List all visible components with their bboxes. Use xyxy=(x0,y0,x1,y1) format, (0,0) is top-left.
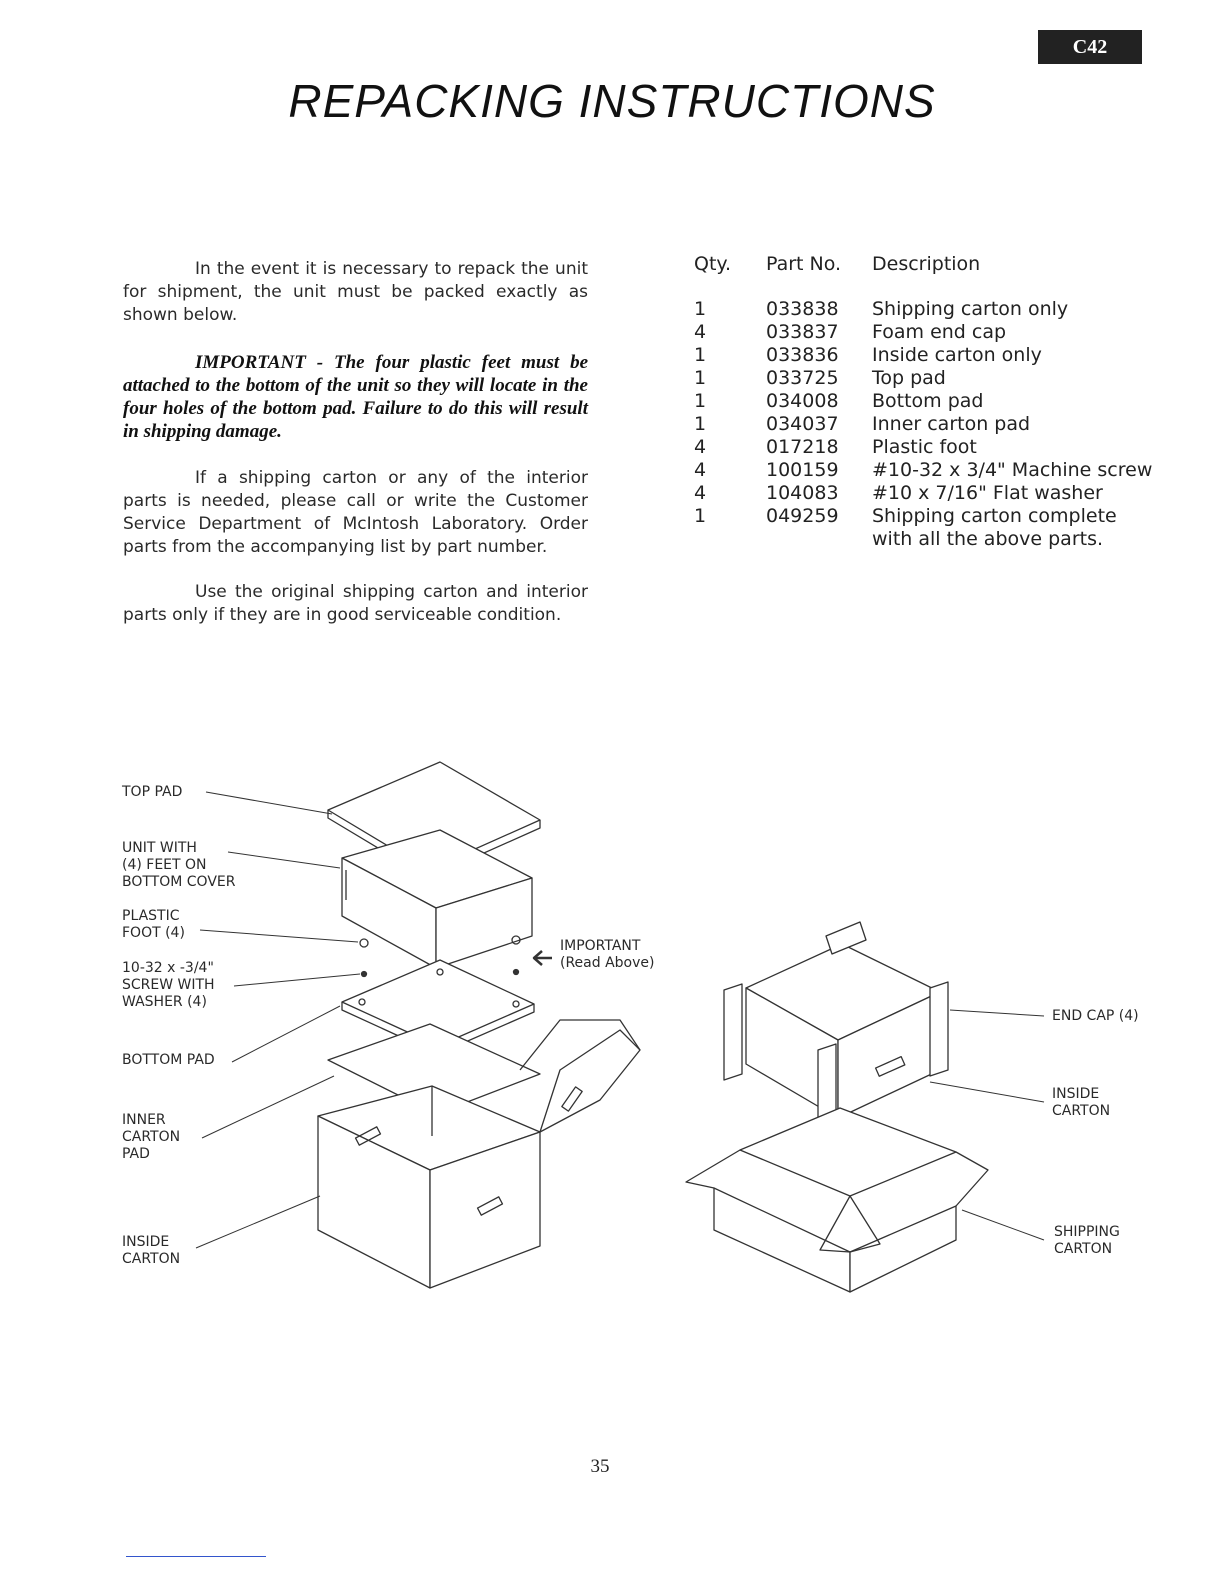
table-row xyxy=(694,413,1164,436)
qty-cell: 1 xyxy=(694,298,707,320)
desc-cell: Plastic foot xyxy=(872,436,977,458)
label-plastic-foot: PLASTIC FOOT (4) xyxy=(122,908,185,941)
desc-cell: #10 x 7/16" Flat washer xyxy=(872,482,1103,504)
important-notice: IMPORTANT - The four plastic feet must be attached to the bottom of the unit so they will locate in the four holes of the bottom pad. Failure to do this will result in shipping damage. xyxy=(123,352,588,442)
part-cell: 104083 xyxy=(766,482,839,504)
table-row xyxy=(694,321,1164,344)
desc-cell: Shipping carton only xyxy=(872,298,1069,320)
desc-cell: Top pad xyxy=(872,367,946,389)
qty-cell: 1 xyxy=(694,390,707,412)
footer-divider xyxy=(126,1556,266,1557)
intro-text xyxy=(123,258,588,627)
desc-cell: Shipping carton complete xyxy=(872,505,1117,527)
intro-paragraph-3: Use the original shipping carton and interior parts only if they are in good serviceable condition. xyxy=(123,582,588,625)
unit-drawing xyxy=(342,830,532,968)
parts-table-header xyxy=(694,253,1164,276)
page-title: REPACKING INSTRUCTIONS xyxy=(288,75,936,127)
exploded-packing-illustration xyxy=(0,740,1224,1320)
qty-cell xyxy=(694,528,766,551)
table-row xyxy=(694,436,1164,459)
label-top-pad: TOP PAD xyxy=(122,784,183,800)
desc-cell: Foam end cap xyxy=(872,321,1007,343)
intro-paragraph-1: In the event it is necessary to repack the unit for shipment, the unit must be packed exactly as shown below. xyxy=(123,259,588,325)
qty-cell: 1 xyxy=(694,413,707,435)
part-cell: 033838 xyxy=(766,298,839,320)
desc-cell: Inner carton pad xyxy=(872,413,1031,435)
table-row xyxy=(694,482,1164,505)
label-important-note: IMPORTANT (Read Above) xyxy=(560,938,655,971)
table-row xyxy=(694,367,1164,390)
header-qty: Qty. xyxy=(694,253,731,275)
label-unit-with-feet: UNIT WITH (4) FEET ON BOTTOM COVER xyxy=(122,840,236,890)
qty-cell: 1 xyxy=(694,367,707,389)
table-row xyxy=(694,528,1164,551)
part-cell: 034037 xyxy=(766,413,839,435)
table-row xyxy=(694,459,1164,482)
desc-cell: Inside carton only xyxy=(872,344,1042,366)
inside-carton-drawing-right xyxy=(746,944,940,1118)
table-row xyxy=(694,298,1164,321)
intro-paragraph-2: If a shipping carton or any of the interior parts is needed, please call or write the Customer Service Department of McIntosh Laboratory. Order parts from the accompanying list by part number. xyxy=(123,468,588,557)
table-row xyxy=(694,390,1164,413)
desc-cell: #10-32 x 3/4" Machine screw xyxy=(872,459,1153,481)
desc-cell-continued: with all the above parts. xyxy=(872,528,1104,550)
label-end-cap: END CAP (4) xyxy=(1052,1008,1139,1024)
part-cell: 034008 xyxy=(766,390,839,412)
label-inside-carton-left: INSIDE CARTON xyxy=(122,1234,181,1267)
part-cell: 049259 xyxy=(766,505,839,527)
repacking-diagram xyxy=(0,740,1224,1320)
label-shipping-carton: SHIPPING CARTON xyxy=(1054,1224,1120,1257)
page-badge: C42 xyxy=(1038,30,1142,64)
label-inside-carton-right: INSIDE CARTON xyxy=(1052,1086,1111,1119)
part-cell xyxy=(766,528,872,551)
qty-cell: 4 xyxy=(694,321,707,343)
page-number: 35 xyxy=(590,1456,610,1477)
qty-cell: 4 xyxy=(694,436,707,458)
label-inner-carton-pad: INNER CARTON PAD xyxy=(122,1112,181,1162)
qty-cell: 4 xyxy=(694,459,707,481)
header-description: Description xyxy=(872,253,981,275)
part-cell: 017218 xyxy=(766,436,839,458)
table-row xyxy=(694,505,1164,528)
qty-cell: 1 xyxy=(694,344,707,366)
label-bottom-pad: BOTTOM PAD xyxy=(122,1052,215,1068)
part-cell: 033836 xyxy=(766,344,839,366)
label-screw-washer: 10-32 x -3/4" SCREW WITH WASHER (4) xyxy=(122,960,215,1010)
important-arrow-icon xyxy=(534,951,552,965)
desc-cell: Bottom pad xyxy=(872,390,984,412)
qty-cell: 4 xyxy=(694,482,707,504)
parts-table xyxy=(694,253,1164,551)
part-cell: 033837 xyxy=(766,321,839,343)
qty-cell: 1 xyxy=(694,505,707,527)
header-part-no: Part No. xyxy=(766,253,842,275)
part-cell: 100159 xyxy=(766,459,839,481)
shipping-carton-drawing xyxy=(686,1108,988,1292)
part-cell: 033725 xyxy=(766,367,839,389)
table-row xyxy=(694,344,1164,367)
